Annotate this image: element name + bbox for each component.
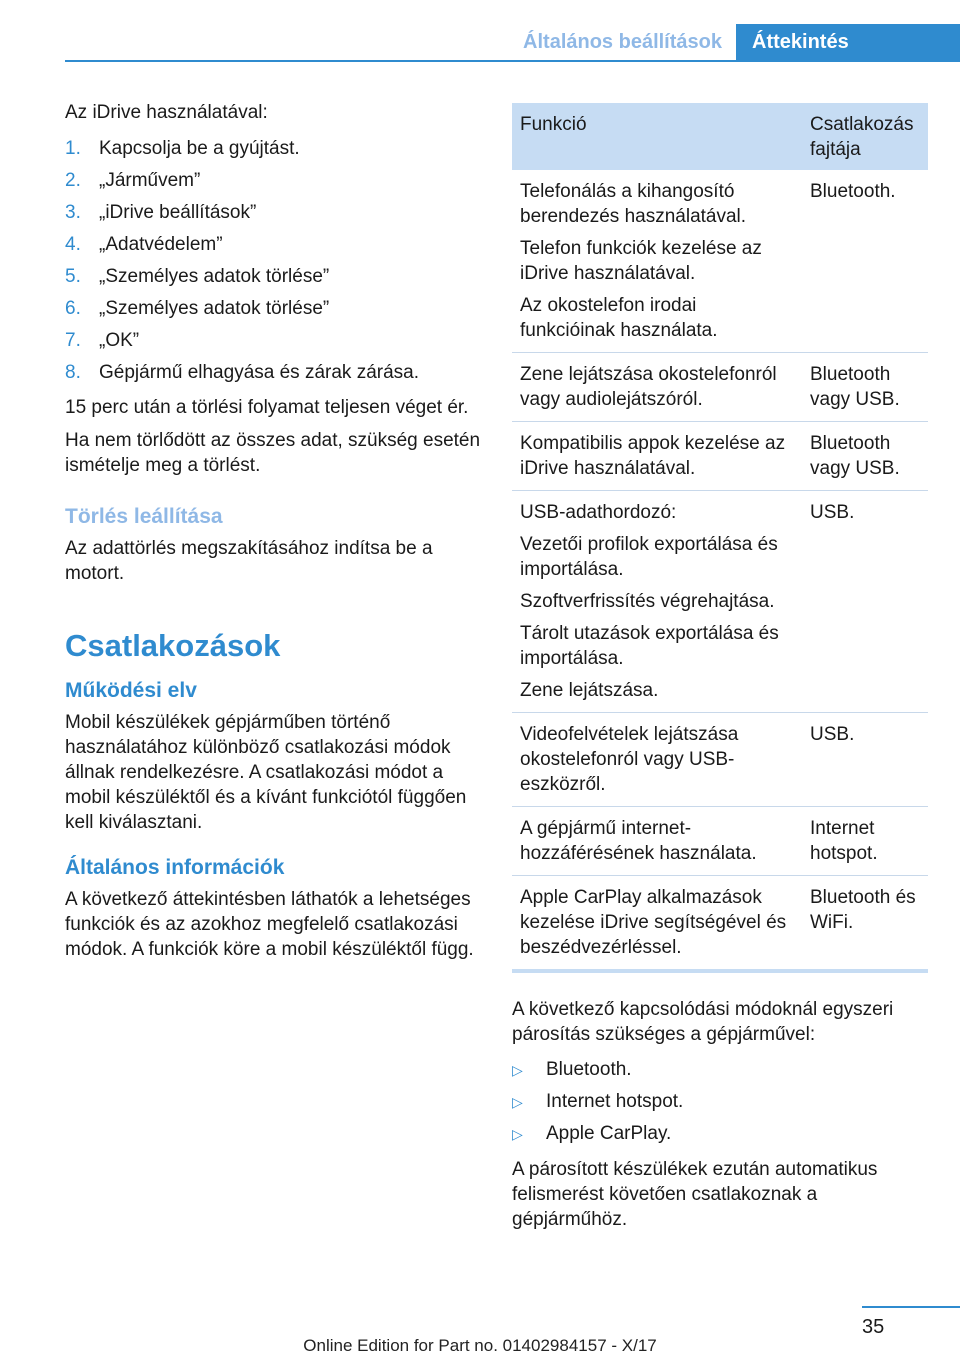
function-text: Kompatibilis appok kezelése az iDrive használatával.: [520, 433, 786, 479]
steps-list: [65, 133, 485, 389]
table-row: [512, 422, 928, 491]
function-cell: [512, 170, 802, 353]
connection-cell: USB.: [802, 491, 928, 713]
connection-cell: Bluetooth vagy USB.: [802, 353, 928, 422]
list-item: [65, 261, 485, 293]
connections-table: [512, 103, 928, 973]
table-row: [512, 353, 928, 422]
table-row: [512, 713, 928, 807]
step-number: 1.: [65, 138, 81, 159]
table-row: [512, 170, 928, 353]
function-text: Telefon funkciók kezelése az iDrive használatával.: [520, 238, 762, 284]
pairing-intro: A következő kapcsolódási módoknál egyszeri párosítás szükséges a gépjárművel:: [512, 999, 894, 1045]
table-row: [512, 807, 928, 876]
paragraph-duration: 15 perc után a törlési folyamat teljesen véget ér.: [65, 397, 469, 418]
function-cell: [512, 491, 802, 713]
table-row: [512, 876, 928, 972]
function-text: A gépjármű internet-hozzáférésének használata.: [520, 818, 757, 864]
triangle-bullet-icon: ▷: [512, 1126, 523, 1142]
connection-cell: USB.: [802, 713, 928, 807]
step-number: 5.: [65, 266, 81, 287]
footer-edition: Online Edition for Part no. 01402984157 - X/17: [303, 1336, 657, 1355]
list-item: [65, 357, 485, 389]
function-text: Apple CarPlay alkalmazások kezelése iDrive segítségével és beszédvezérléssel.: [520, 887, 787, 958]
function-text: Telefonálás a kihangosító berendezés használatával.: [520, 181, 747, 227]
step-text: „OK”: [99, 330, 140, 351]
list-item: [65, 229, 485, 261]
header-tab-overview: Áttekintés: [736, 24, 960, 60]
connection-cell: Bluetooth és WiFi.: [802, 876, 928, 972]
list-item: [65, 197, 485, 229]
table-header-row: [512, 103, 928, 170]
function-text: Zene lejátszása okostelefonról vagy audiolejátszóról.: [520, 364, 777, 410]
list-item: [512, 1054, 928, 1086]
step-text: „Személyes adatok törlése”: [99, 266, 330, 287]
list-item: [65, 293, 485, 325]
stop-deletion-text: Az adattörlés megszakításához indítsa be a motort.: [65, 538, 433, 584]
list-item: [512, 1118, 928, 1150]
function-text: Tárolt utazások exportálása és importálása.: [520, 623, 779, 669]
header-rule: [65, 60, 960, 62]
footer-rule: [862, 1306, 960, 1308]
intro-text: Az iDrive használatával:: [65, 102, 268, 123]
general-info-heading: Általános információk: [65, 856, 285, 879]
column-header-function: Funkció: [512, 103, 802, 170]
function-cell: [512, 876, 802, 972]
closing-text: A párosított készülékek ezután automatikus felismerést követően csatlakoznak a gépjárműhöz.: [512, 1159, 878, 1230]
step-text: „Járművem”: [99, 170, 201, 191]
paragraph-repeat: Ha nem törlődött az összes adat, szükség esetén ismételje meg a törlést.: [65, 430, 481, 476]
page-number: 35: [862, 1316, 885, 1338]
step-number: 6.: [65, 298, 81, 319]
function-text: Vezetői profilok exportálása és importálása.: [520, 534, 778, 580]
list-item: [65, 325, 485, 357]
function-text: Zene lejátszása.: [520, 680, 659, 701]
general-info-text: A következő áttekintésben láthatók a lehetséges funkciók és az azokhoz megfelelő csatlakozási módok. A funkciók köre a mobil készüléktől függ.: [65, 889, 474, 960]
list-item: [65, 133, 485, 165]
connection-cell: Bluetooth vagy USB.: [802, 422, 928, 491]
triangle-bullet-icon: ▷: [512, 1062, 523, 1078]
step-number: 2.: [65, 170, 81, 191]
step-number: 7.: [65, 330, 81, 351]
function-cell: [512, 353, 802, 422]
pairing-list: [512, 1054, 928, 1150]
pairing-section: [512, 997, 928, 1232]
step-text: „Adatvédelem”: [99, 234, 223, 255]
step-text: Gépjármű elhagyása és zárak zárása.: [99, 362, 419, 383]
bullet-text: Bluetooth.: [546, 1059, 632, 1080]
step-text: „Személyes adatok törlése”: [99, 298, 330, 319]
function-text: USB-adathordozó:: [520, 502, 677, 523]
left-column: [65, 100, 485, 970]
stop-deletion-heading: Törlés leállítása: [65, 505, 223, 528]
principle-heading: Működési elv: [65, 679, 197, 702]
step-number: 8.: [65, 362, 81, 383]
function-text: Az okostelefon irodai funkcióinak használata.: [520, 295, 718, 341]
page-title: Csatlakozások: [65, 628, 281, 663]
principle-text: Mobil készülékek gépjárműben történő használatához különböző csatlakozási módok állnak rendelkezésre. A csatlakozási módot a mobil készüléktől és a kívánt funkciótól függően kell kiválasztani.: [65, 712, 467, 833]
step-number: 3.: [65, 202, 81, 223]
right-column: [512, 103, 928, 1239]
step-text: „iDrive beállítások”: [99, 202, 257, 223]
bullet-text: Internet hotspot.: [546, 1091, 684, 1112]
connection-cell: Bluetooth.: [802, 170, 928, 353]
header-section-title: Általános beállítások: [523, 31, 722, 53]
bullet-text: Apple CarPlay.: [546, 1123, 672, 1144]
list-item: [65, 165, 485, 197]
step-text: Kapcsolja be a gyújtást.: [99, 138, 300, 159]
table-row: [512, 491, 928, 713]
function-text: Videofelvételek lejátszása okostelefonról vagy USB-eszközről.: [520, 724, 739, 795]
function-cell: [512, 807, 802, 876]
function-cell: [512, 422, 802, 491]
function-text: Szoftverfrissítés végrehajtása.: [520, 591, 775, 612]
triangle-bullet-icon: ▷: [512, 1094, 523, 1110]
function-cell: [512, 713, 802, 807]
step-number: 4.: [65, 234, 81, 255]
connection-cell: Internet hotspot.: [802, 807, 928, 876]
column-header-connection: Csatlakozás fajtája: [802, 103, 928, 170]
list-item: [512, 1086, 928, 1118]
